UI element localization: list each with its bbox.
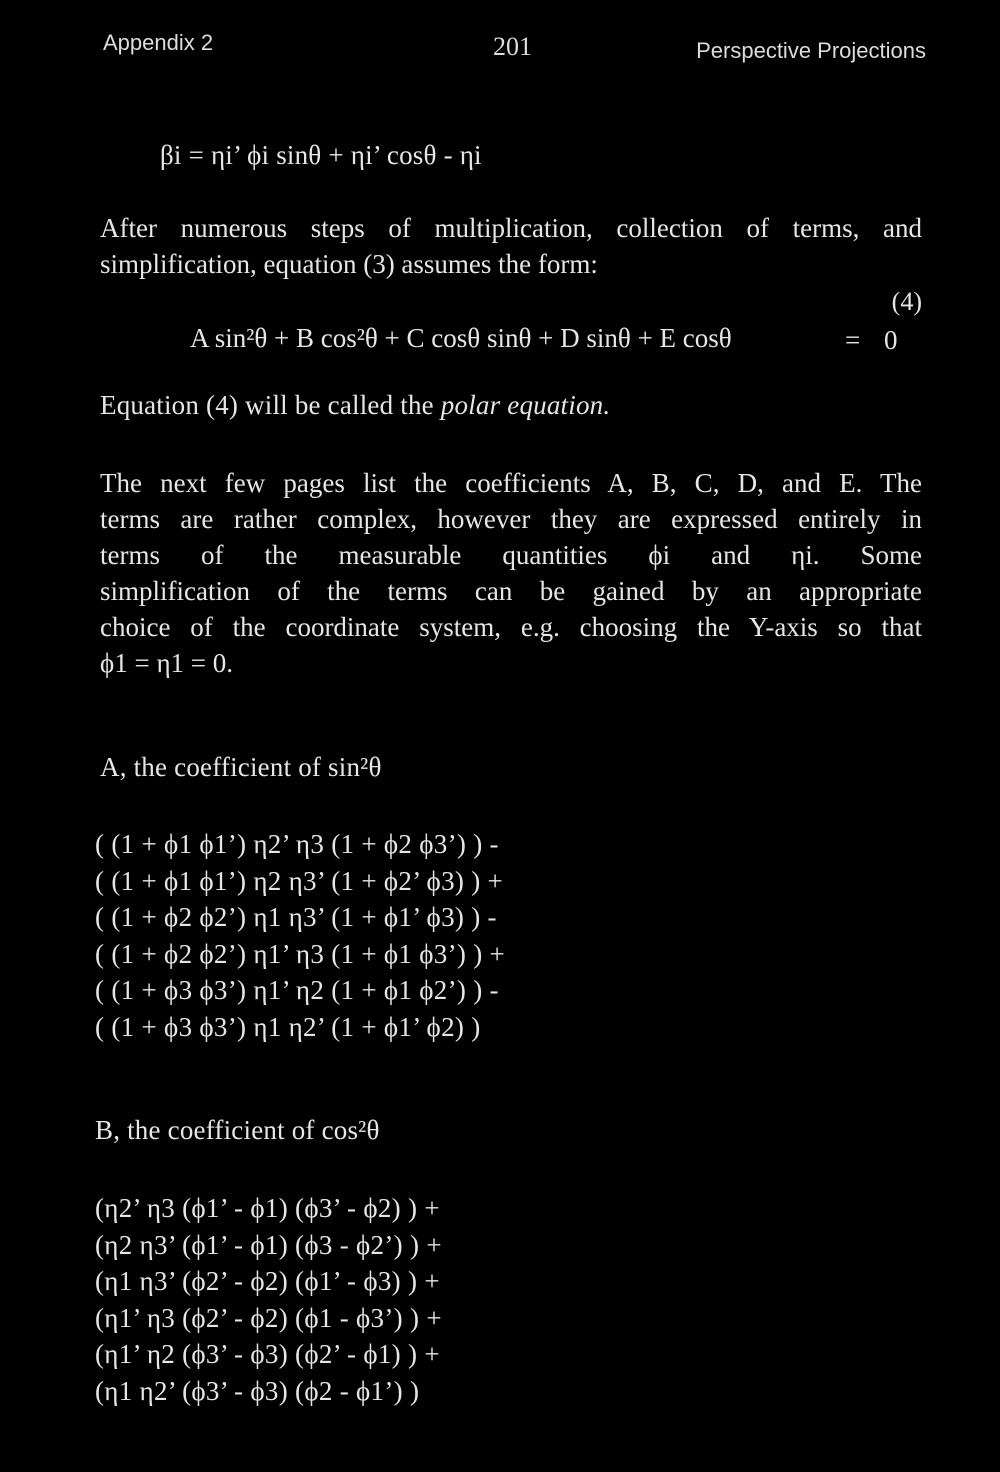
coefficient-b-heading: B, the coefficient of cos²θ	[95, 1115, 380, 1145]
coefficient-term: ( (1 + ϕ1 ϕ1’) η2’ η3 (1 + ϕ2 ϕ3’) ) -	[95, 829, 499, 859]
coefficient-b-terms	[95, 1190, 442, 1409]
header-section-title: Perspective Projections	[696, 38, 926, 63]
equation-equals: =	[845, 325, 861, 355]
paragraph-intro	[100, 210, 922, 282]
coefficient-term: ( (1 + ϕ2 ϕ2’) η1’ η3 (1 + ϕ1 ϕ3’) ) +	[95, 938, 506, 969]
coefficient-term: (η1 η2’ (ϕ3’ - ϕ3) (ϕ2 - ϕ1’) )	[95, 1375, 420, 1406]
header-chapter: Appendix 2	[103, 30, 214, 55]
equation-number: (4)	[891, 287, 922, 316]
polar-equation-lhs: A sin²θ + B cos²θ + C cosθ sinθ + D sinθ + E cosθ	[190, 323, 732, 353]
paragraph-line: terms of the measurable quantities ϕi and ηi. Some	[100, 540, 922, 570]
paragraph-polar-equation	[100, 390, 610, 421]
coefficient-term: (η1’ η3 (ϕ2’ - ϕ2) (ϕ1 - ϕ3’) ) +	[95, 1302, 442, 1333]
coefficient-term: ( (1 + ϕ3 ϕ3’) η1’ η2 (1 + ϕ1 ϕ2’) ) -	[95, 975, 499, 1005]
coefficient-term: (η2’ η3 (ϕ1’ - ϕ1) (ϕ3’ - ϕ2) ) +	[95, 1193, 440, 1223]
beta-equation: βi = ηi’ ϕi sinθ + ηi’ cosθ - ηi	[160, 140, 482, 170]
paragraph-line: ϕ1 = η1 = 0.	[100, 648, 234, 678]
coefficient-term: (η1’ η2 (ϕ3’ - ϕ3) (ϕ2’ - ϕ1) ) +	[95, 1339, 440, 1369]
paragraph-line: The next few pages list the coefficients A, B, C, D, and E. The	[100, 468, 922, 498]
coefficient-term: ( (1 + ϕ3 ϕ3’) η1 η2’ (1 + ϕ1’ ϕ2) )	[95, 1011, 481, 1042]
equation-rhs: 0	[884, 325, 898, 355]
paragraph-coefficients	[100, 465, 922, 681]
coefficient-term: (η1 η3’ (ϕ2’ - ϕ2) (ϕ1’ - ϕ3) ) +	[95, 1266, 440, 1296]
paragraph-text: Equation (4) will be called the	[100, 390, 434, 420]
paragraph-line: simplification of the terms can be gained by an appropriate	[100, 576, 922, 606]
paragraph-line: simplification, equation (3) assumes the form:	[100, 249, 598, 279]
coefficient-a-heading: A, the coefficient of sin²θ	[100, 752, 382, 782]
coefficient-term: ( (1 + ϕ1 ϕ1’) η2 η3’ (1 + ϕ2’ ϕ3) ) +	[95, 865, 504, 896]
coefficient-a-terms	[95, 826, 505, 1045]
page-number: 201	[493, 32, 532, 61]
paragraph-line: terms are rather complex, however they are expressed entirely in	[100, 504, 922, 534]
coefficient-term: (η2 η3’ (ϕ1’ - ϕ1) (ϕ3 - ϕ2’) ) +	[95, 1229, 442, 1260]
polar-equation-term: polar equation.	[440, 390, 611, 420]
paragraph-line: After numerous steps of multiplication, collection of terms, and	[100, 213, 922, 243]
coefficient-term: ( (1 + ϕ2 ϕ2’) η1 η3’ (1 + ϕ1’ ϕ3) ) -	[95, 902, 497, 932]
paragraph-line: choice of the coordinate system, e.g. choosing the Y-axis so that	[100, 612, 922, 642]
